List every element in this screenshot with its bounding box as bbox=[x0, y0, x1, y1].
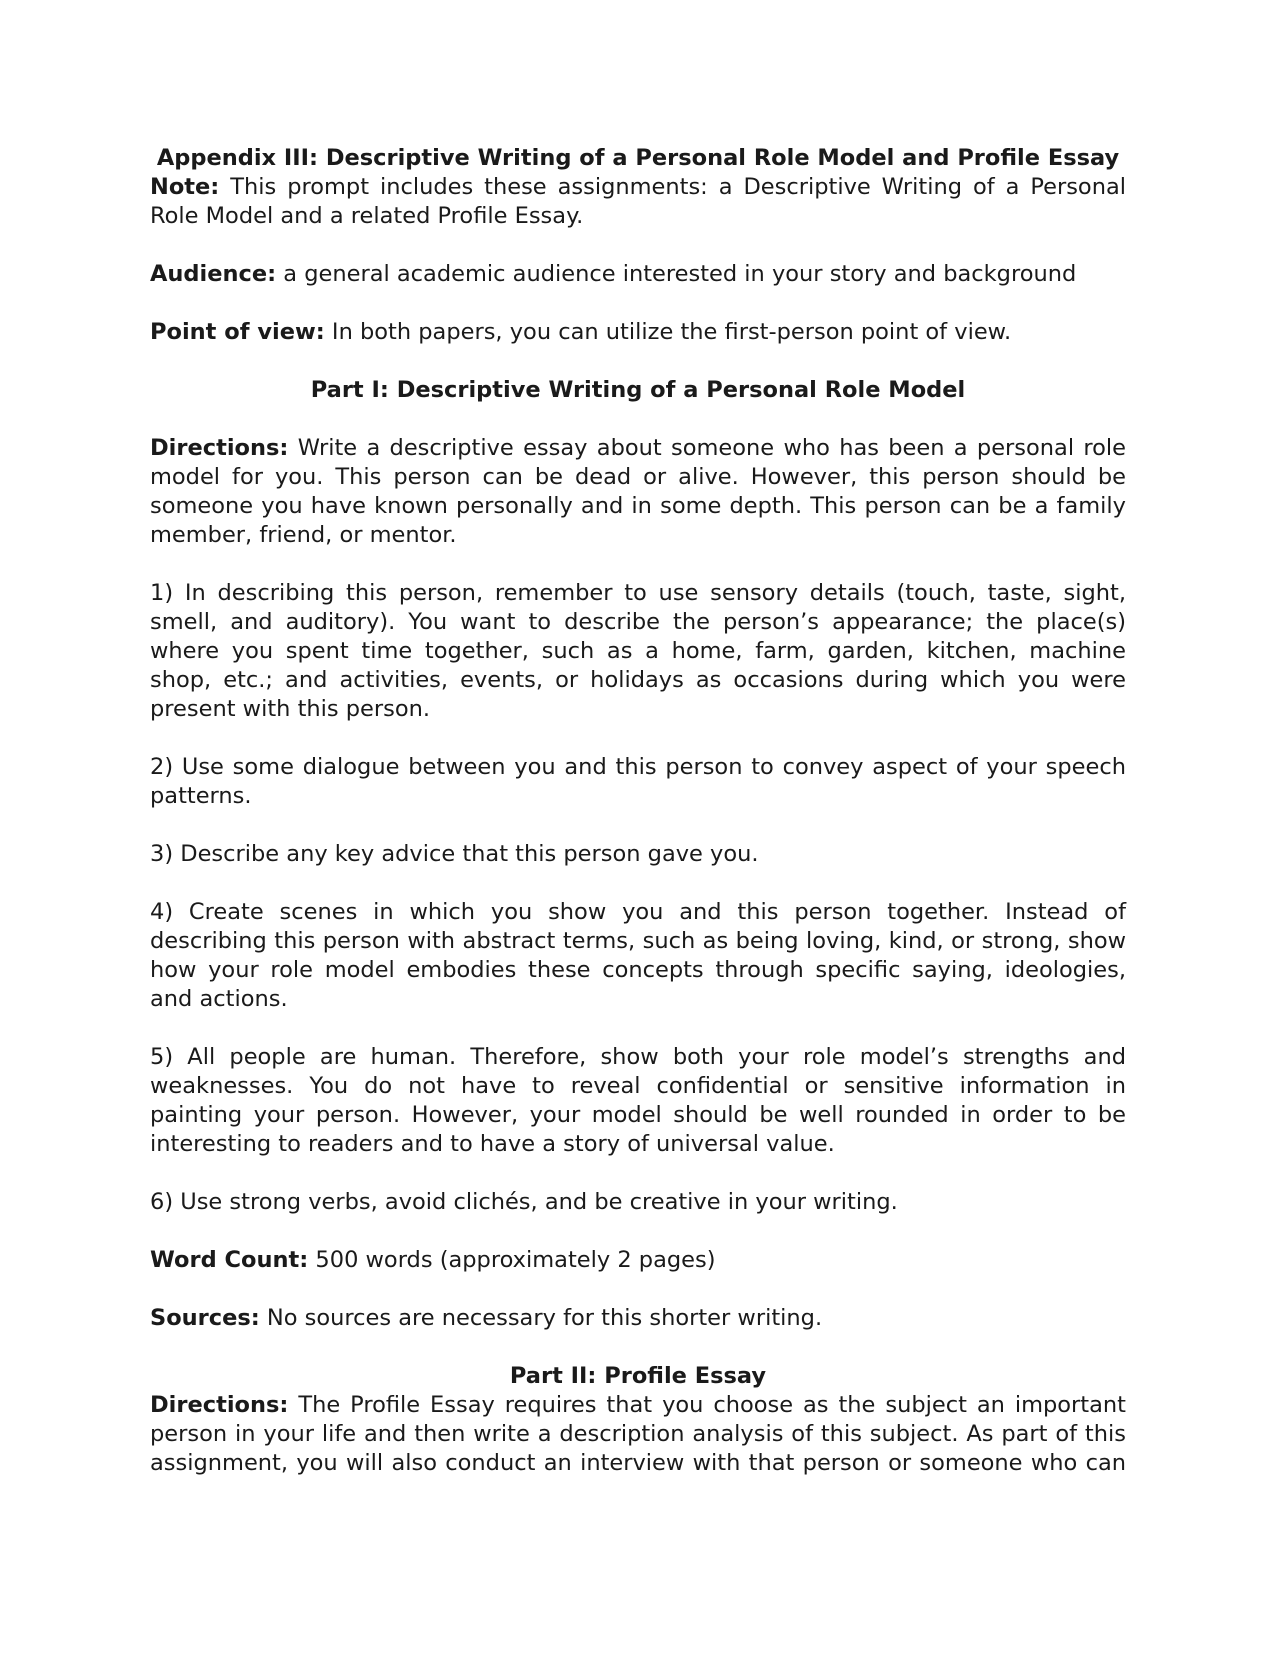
list-item: 6) Use strong verbs, avoid clichés, and be creative in your writing. bbox=[150, 1189, 898, 1215]
point-of-view-paragraph bbox=[150, 318, 1126, 347]
part2-directions-paragraph bbox=[150, 1391, 1126, 1478]
part1-heading: Part I: Descriptive Writing of a Personal Role Model bbox=[310, 377, 966, 403]
word-count-text: 500 words (approximately 2 pages) bbox=[308, 1247, 716, 1273]
list-item: 4) Create scenes in which you show you and this person together. Instead of describing this person with abstract terms, such as being loving, kind, or strong, show how your role model embodies these concepts through specific saying, ideologies, and actions. bbox=[150, 899, 1126, 1012]
part1-directions-label: Directions: bbox=[150, 435, 289, 461]
list-item: 5) All people are human. Therefore, show both your role model’s strengths and weaknesses. You do not have to reveal confidential or sensitive information in painting your person. However, your model should be well rounded in order to be interesting to readers and to have a story of universal value. bbox=[150, 1044, 1126, 1157]
list-item: 1) In describing this person, remember to use sensory details (touch, taste, sight, smell, and auditory). You want to describe the person’s appearance; the place(s) where you spent time together, such as a home, farm, garden, kitchen, machine shop, etc.; and activities, events, or holidays as occasions during which you were present with this person. bbox=[150, 580, 1126, 722]
part1-directions-text: Write a descriptive essay about someone who has been a personal role model for you. This person can be dead or alive. However, this person should be someone you have known personally and in some depth. This person can be a family member, friend, or mentor. bbox=[150, 435, 1126, 548]
note-label: Note: bbox=[150, 174, 220, 200]
sources-paragraph bbox=[150, 1304, 1126, 1333]
part2-directions-label: Directions: bbox=[150, 1392, 289, 1418]
point-of-view-label: Point of view: bbox=[150, 319, 325, 345]
note-paragraph bbox=[150, 173, 1126, 231]
part2-directions-text: The Profile Essay requires that you choose as the subject an important person in your life and then write a description analysis of this subject. As part of this assignment, you will also conduct an interview with that person or someone who can bbox=[150, 1392, 1126, 1476]
document-page bbox=[150, 144, 1126, 1478]
document-title: Appendix III: Descriptive Writing of a Personal Role Model and Profile Essay bbox=[156, 145, 1120, 171]
audience-paragraph bbox=[150, 260, 1126, 289]
part2-heading: Part II: Profile Essay bbox=[509, 1363, 767, 1389]
sources-label: Sources: bbox=[150, 1305, 260, 1331]
note-text: This prompt includes these assignments: a Descriptive Writing of a Personal Role Model and a related Profile Essay. bbox=[150, 174, 1126, 229]
word-count-label: Word Count: bbox=[150, 1247, 309, 1273]
sources-text: No sources are necessary for this shorter writing. bbox=[259, 1305, 823, 1331]
point-of-view-text: In both papers, you can utilize the first-person point of view. bbox=[324, 319, 1012, 345]
word-count-paragraph bbox=[150, 1246, 1126, 1275]
audience-text: a general academic audience interested in your story and background bbox=[276, 261, 1077, 287]
part1-directions-paragraph bbox=[150, 434, 1126, 550]
list-item: 2) Use some dialogue between you and this person to convey aspect of your speech patterns. bbox=[150, 754, 1126, 809]
list-item: 3) Describe any key advice that this person gave you. bbox=[150, 841, 759, 867]
audience-label: Audience: bbox=[150, 261, 277, 287]
